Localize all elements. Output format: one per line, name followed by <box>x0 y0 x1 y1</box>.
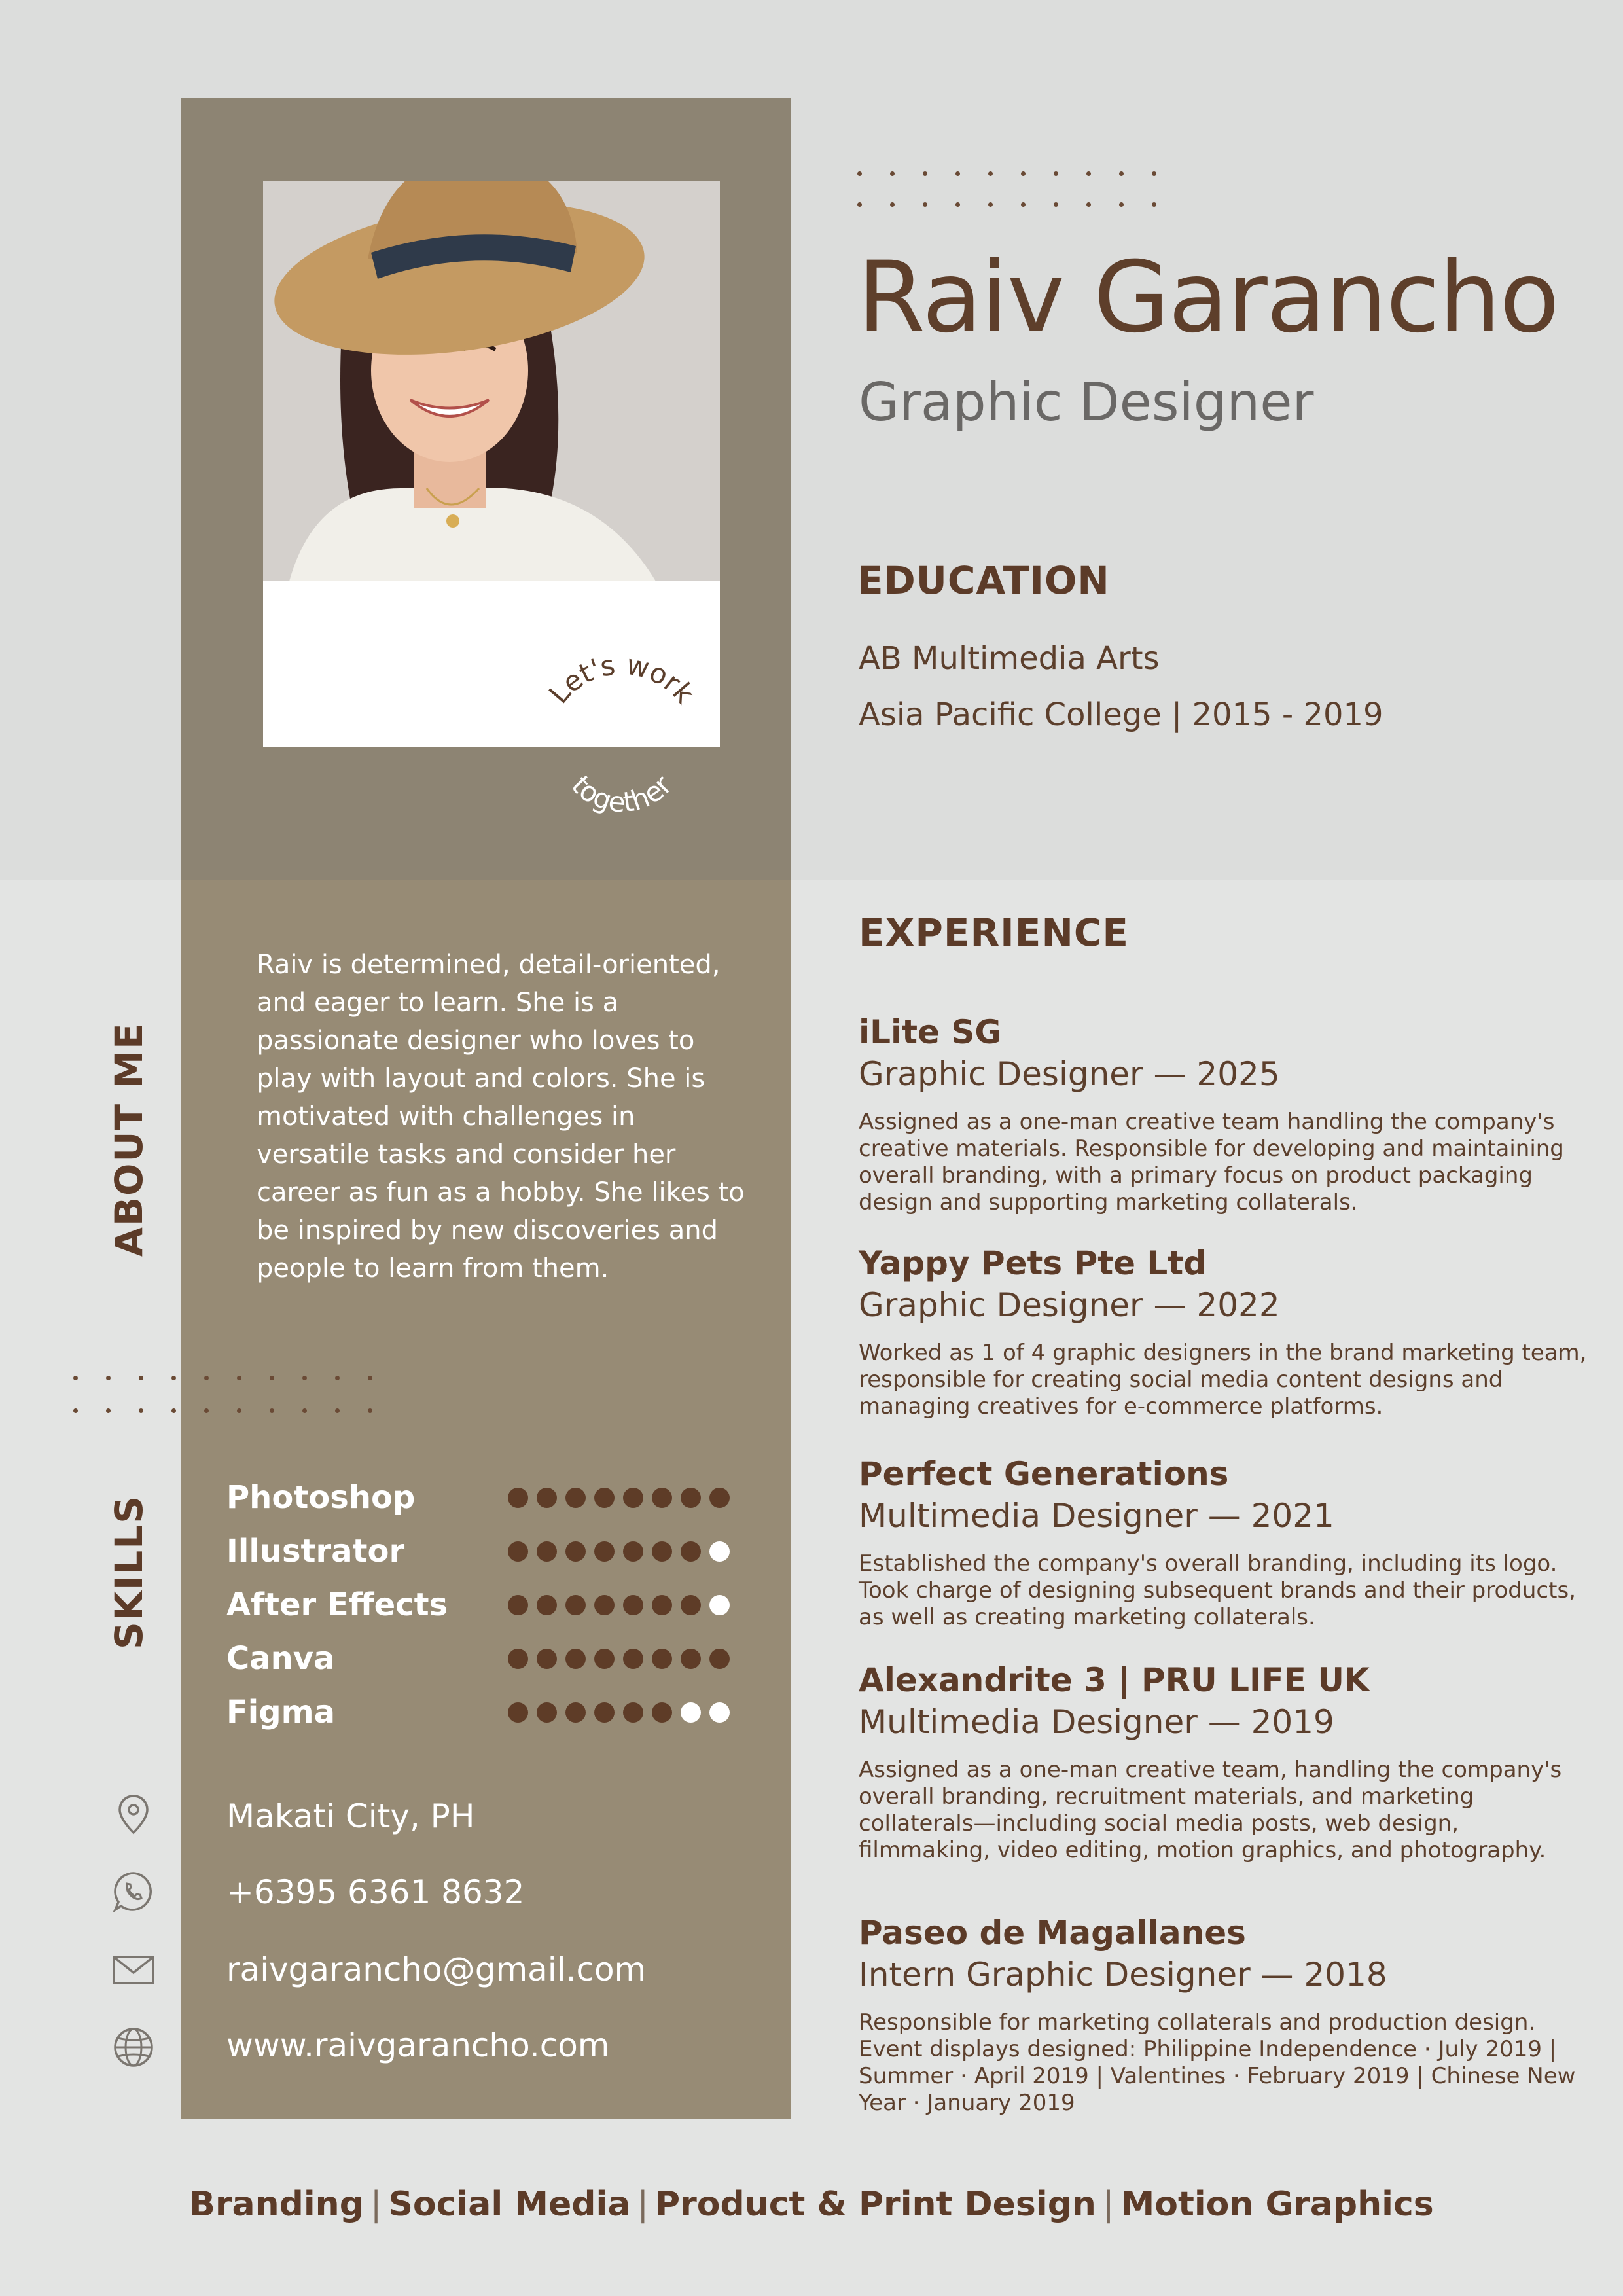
skill-dot-filled <box>681 1649 701 1669</box>
skill-dot-filled <box>565 1649 586 1669</box>
job-company: Yappy Pets Pte Ltd <box>859 1244 1207 1282</box>
job-title: Intern Graphic Designer — 2018 <box>859 1956 1387 1994</box>
job-entry <box>859 1455 1592 1631</box>
skill-dot-filled <box>594 1649 615 1669</box>
experience-title: EXPERIENCE <box>859 910 1130 955</box>
footer-item: Motion Graphics <box>1120 2185 1434 2224</box>
skill-dot-filled <box>537 1595 557 1615</box>
portrait-illustration <box>263 181 720 581</box>
location-pin-icon <box>111 1792 156 1837</box>
education-school: Asia Pacific College | 2015 - 2019 <box>859 696 1383 733</box>
education-degree: AB Multimedia Arts <box>859 640 1160 677</box>
skill-row <box>226 1639 743 1678</box>
job-company: Alexandrite 3 | PRU LIFE UK <box>859 1661 1370 1699</box>
skill-level-dots <box>508 1649 730 1669</box>
skills-title: SKILLS <box>107 1495 151 1649</box>
skill-dot-filled <box>623 1541 643 1562</box>
contact-location: Makati City, PH <box>226 1797 475 1835</box>
skill-dot-filled <box>681 1488 701 1508</box>
skill-dot-filled <box>594 1595 615 1615</box>
skill-dot-filled <box>681 1541 701 1562</box>
skill-dot-filled <box>652 1702 672 1723</box>
footer-services: Branding | Social Media | Product & Print Design | Motion Graphics <box>189 2185 1434 2224</box>
skill-row <box>226 1478 743 1517</box>
job-entry <box>859 1244 1592 1420</box>
footer-item: Branding <box>189 2185 364 2224</box>
skill-dot-filled <box>508 1649 528 1669</box>
skill-dot-filled <box>537 1702 557 1723</box>
skill-dot-filled <box>565 1702 586 1723</box>
job-description: Worked as 1 of 4 graphic designers in the brand marketing team, responsible for creating social media content designs and managing creatives for e-commerce platforms. <box>859 1340 1587 1420</box>
about-title: ABOUT ME <box>107 1022 151 1257</box>
job-company: Perfect Generations <box>859 1455 1229 1493</box>
skill-dot-empty <box>709 1541 730 1562</box>
skill-dot-filled <box>508 1595 528 1615</box>
svg-text:together <box>565 769 679 819</box>
skill-dot-filled <box>594 1488 615 1508</box>
skill-dot-filled <box>594 1702 615 1723</box>
skill-dot-filled <box>623 1595 643 1615</box>
skill-name: After Effects <box>226 1587 448 1623</box>
job-title: Graphic Designer — 2022 <box>859 1286 1280 1324</box>
job-description: Established the company's overall branding, including its logo. Took charge of designing subsequent brands and their products, as well as creating marketing collaterals. <box>859 1551 1576 1630</box>
badge-svg <box>524 648 720 844</box>
skill-name: Canva <box>226 1640 335 1677</box>
job-entry <box>859 1013 1592 1216</box>
skill-dot-filled <box>508 1488 528 1508</box>
skill-dot-filled <box>565 1488 586 1508</box>
skill-dot-filled <box>565 1541 586 1562</box>
job-company: Paseo de Magallanes <box>859 1914 1246 1952</box>
skill-dot-filled <box>537 1488 557 1508</box>
skill-dot-filled <box>709 1488 730 1508</box>
footer-item: Social Media <box>388 2185 631 2224</box>
skill-name: Figma <box>226 1694 336 1731</box>
job-entry <box>859 1916 1592 2117</box>
education-title: EDUCATION <box>857 558 1110 603</box>
skill-name: Photoshop <box>226 1479 416 1516</box>
contact-phone[interactable]: +6395 6361 8632 <box>226 1873 525 1911</box>
skill-level-dots <box>508 1541 730 1562</box>
skill-row <box>226 1585 743 1624</box>
skill-dot-filled <box>681 1595 701 1615</box>
badge-line-2: together <box>565 769 679 819</box>
person-name: Raiv Garancho <box>857 241 1559 355</box>
badge-line-1: Let's work <box>542 648 701 710</box>
skill-dot-filled <box>537 1649 557 1669</box>
dot-grid-left <box>73 1376 372 1413</box>
skill-level-dots <box>508 1488 730 1508</box>
job-description: Assigned as a one-man creative team, handling the company's overall branding, recruitment materials, and marketing collaterals—including social media posts, web design, filmmaking, video editing, motion graphics, and photography. <box>859 1757 1562 1863</box>
skill-dot-filled <box>623 1488 643 1508</box>
mail-icon <box>111 1948 156 1992</box>
skill-dot-filled <box>508 1541 528 1562</box>
skill-dot-filled <box>623 1702 643 1723</box>
skill-row <box>226 1532 743 1571</box>
contact-website[interactable]: www.raivgarancho.com <box>226 2026 610 2064</box>
job-company: iLite SG <box>859 1013 1002 1051</box>
skill-dot-filled <box>508 1702 528 1723</box>
about-text: Raiv is determined, detail-oriented, and eager to learn. She is a passionate designer who loves to play with layout and colors. She is motivated with challenges in versatile tasks and consider her career as fun as a hobby. She likes to be inspired by new discoveries and people to learn from them. <box>257 950 745 1283</box>
skill-name: Illustrator <box>226 1533 405 1570</box>
skill-level-dots <box>508 1595 730 1615</box>
person-role: Graphic Designer <box>859 372 1314 433</box>
profile-photo <box>263 181 720 581</box>
job-title: Graphic Designer — 2025 <box>859 1055 1280 1093</box>
skill-row <box>226 1693 743 1732</box>
job-title: Multimedia Designer — 2021 <box>859 1497 1334 1535</box>
skill-dot-filled <box>652 1595 672 1615</box>
svg-text:Let's work <box>543 649 701 710</box>
footer-item: Product & Print Design <box>654 2185 1096 2224</box>
dot-grid-top <box>857 171 1156 207</box>
job-description: Responsible for marketing collaterals and production design. Event displays designed: Philippine Independence · July 2019 | Summer · April 2019 | Valentines · February 2019 | Chinese New Year · January 2019 <box>859 2009 1576 2116</box>
job-title: Multimedia Designer — 2019 <box>859 1703 1334 1741</box>
skill-dot-empty <box>681 1702 701 1723</box>
skill-dot-filled <box>623 1649 643 1669</box>
skill-dot-filled <box>537 1541 557 1562</box>
skill-dot-filled <box>594 1541 615 1562</box>
contact-email[interactable]: raivgarancho@gmail.com <box>226 1950 647 1988</box>
whatsapp-icon <box>111 1869 156 1914</box>
skill-dot-filled <box>709 1649 730 1669</box>
skill-dot-filled <box>652 1488 672 1508</box>
skill-dot-empty <box>709 1702 730 1723</box>
skill-dot-filled <box>565 1595 586 1615</box>
skill-dot-filled <box>652 1649 672 1669</box>
job-description: Assigned as a one-man creative team handling the company's creative materials. Responsible for developing and maintaining overall branding, with a primary focus on product packaging design and supporting marketing collaterals. <box>859 1109 1564 1215</box>
skill-dot-empty <box>709 1595 730 1615</box>
globe-icon <box>111 2025 156 2070</box>
job-entry <box>859 1661 1592 1864</box>
skill-level-dots <box>508 1702 730 1723</box>
skill-dot-filled <box>652 1541 672 1562</box>
